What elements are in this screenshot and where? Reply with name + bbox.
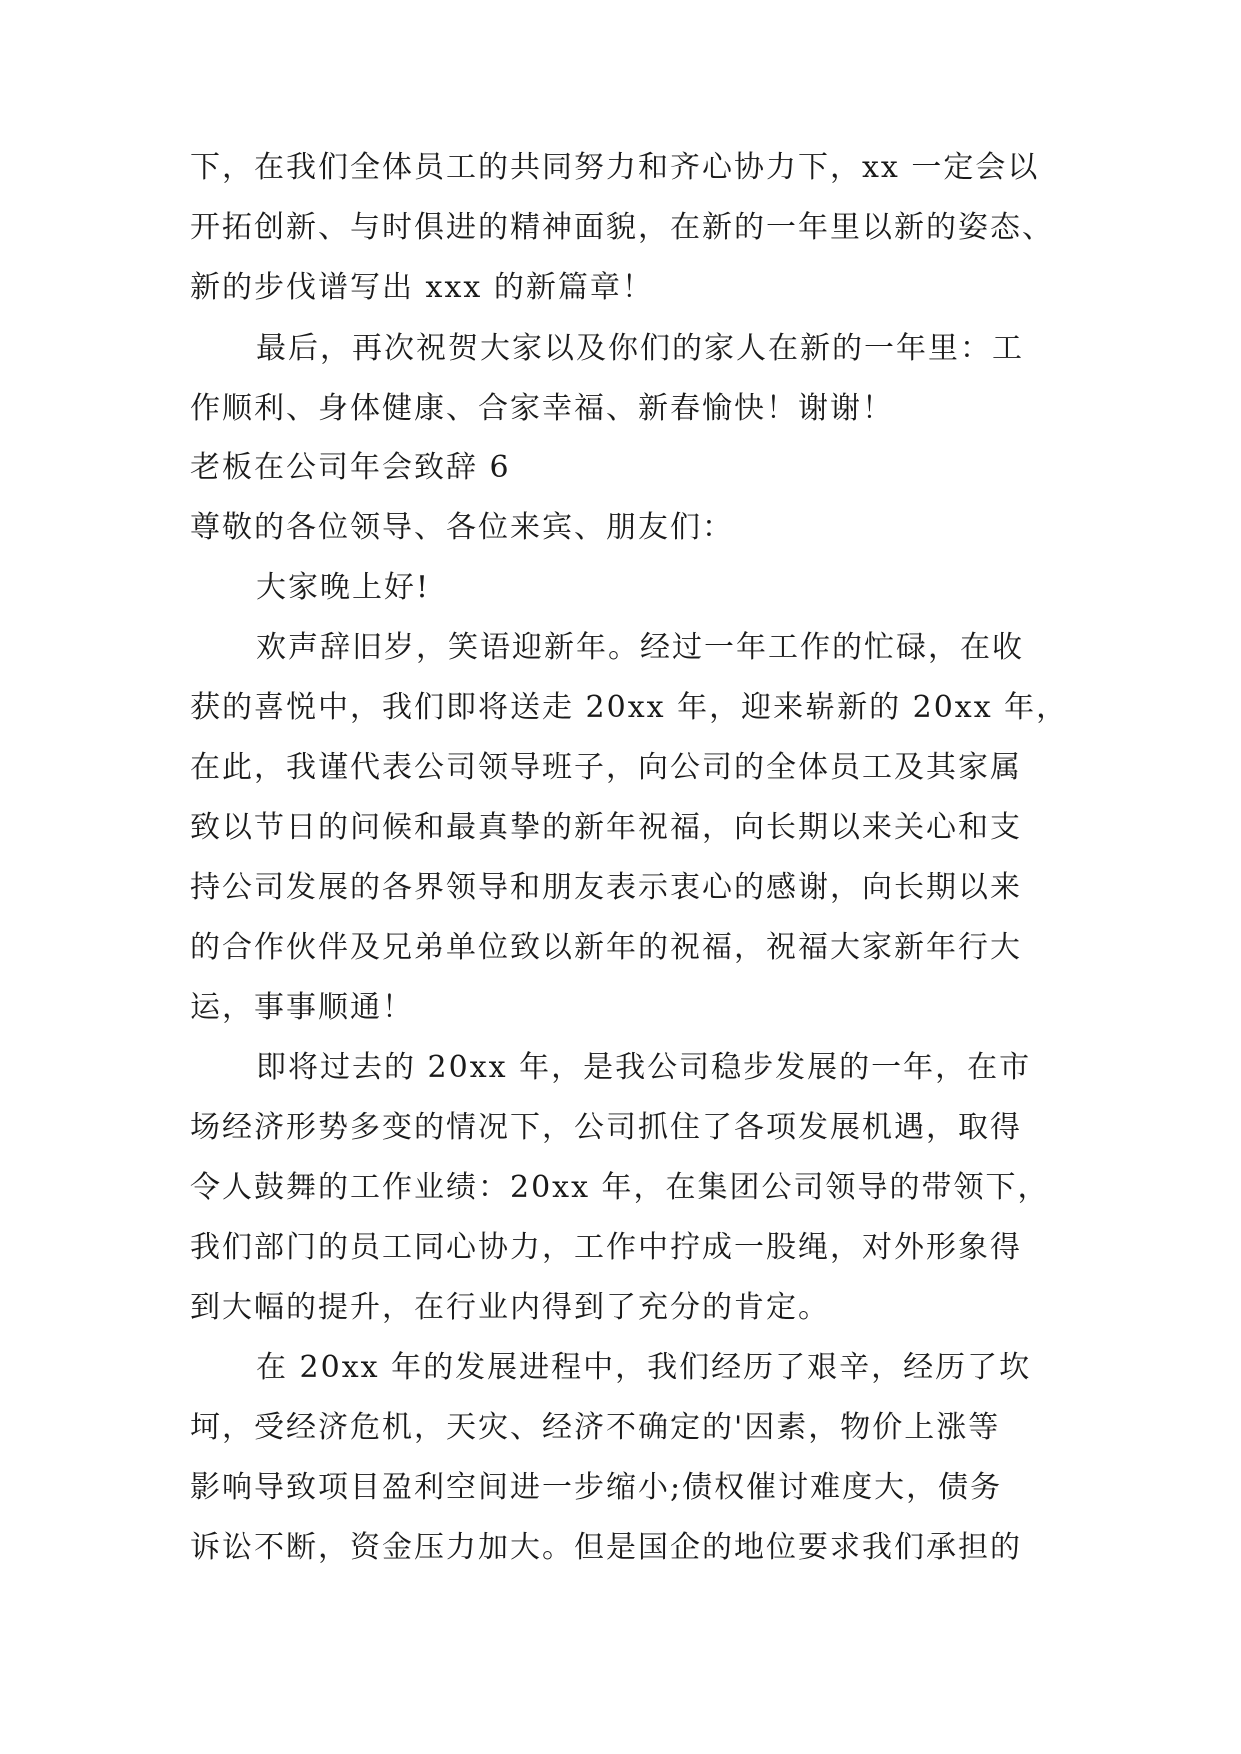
paragraph-line: 的合作伙伴及兄弟单位致以新年的祝福，祝福大家新年行大 — [190, 930, 1022, 965]
paragraph-line: 在此，我谨代表公司领导班子，向公司的全体员工及其家属 — [190, 750, 1022, 785]
paragraph-line: 我们部门的员工同心协力，工作中拧成一股绳，对外形象得 — [190, 1230, 1022, 1265]
paragraph-line: 诉讼不断，资金压力加大。但是国企的地位要求我们承担的 — [190, 1530, 1022, 1565]
paragraph-line: 下，在我们全体员工的共同努力和齐心协力下，xx 一定会以 — [190, 150, 1040, 185]
paragraph-line: 最后，再次祝贺大家以及你们的家人在新的一年里：工 — [256, 331, 1024, 366]
paragraph-line: 获的喜悦中，我们即将送走 20xx 年，迎来崭新的 20xx 年， — [190, 690, 1069, 725]
paragraph-line: 在 20xx 年的发展进程中，我们经历了艰辛，经历了坎 — [256, 1350, 1032, 1385]
paragraph-line: 持公司发展的各界领导和朋友表示衷心的感谢，向长期以来 — [190, 870, 1022, 905]
paragraph-line: 到大幅的提升，在行业内得到了充分的肯定。 — [190, 1290, 830, 1325]
paragraph-line: 场经济形势多变的情况下，公司抓住了各项发展机遇，取得 — [190, 1110, 1022, 1145]
paragraph-line: 坷，受经济危机，天灾、经济不确定的'因素，物价上涨等 — [190, 1410, 1001, 1445]
paragraph-line: 即将过去的 20xx 年，是我公司稳步发展的一年，在市 — [256, 1050, 1032, 1085]
paragraph-line: 新的步伐谱写出 xxx 的新篇章！ — [190, 270, 654, 305]
paragraph-line: 作顺利、身体健康、合家幸福、新春愉快！谢谢！ — [190, 391, 894, 426]
paragraph-line: 令人鼓舞的工作业绩：20xx 年，在集团公司领导的带领下， — [190, 1170, 1050, 1205]
salutation: 尊敬的各位领导、各位来宾、朋友们： — [190, 510, 734, 545]
paragraph-line: 影响导致项目盈利空间进一步缩小;债权催讨难度大，债务 — [190, 1470, 1003, 1505]
paragraph-line: 致以节日的问候和最真挚的新年祝福，向长期以来关心和支 — [190, 810, 1022, 845]
greeting: 大家晚上好! — [256, 570, 431, 605]
paragraph-line: 欢声辞旧岁，笑语迎新年。经过一年工作的忙碌，在收 — [256, 630, 1024, 665]
section-heading: 老板在公司年会致辞 6 — [190, 450, 511, 485]
paragraph-line: 开拓创新、与时俱进的精神面貌，在新的一年里以新的姿态、 — [190, 210, 1054, 245]
paragraph-line: 运，事事顺通！ — [190, 990, 414, 1025]
